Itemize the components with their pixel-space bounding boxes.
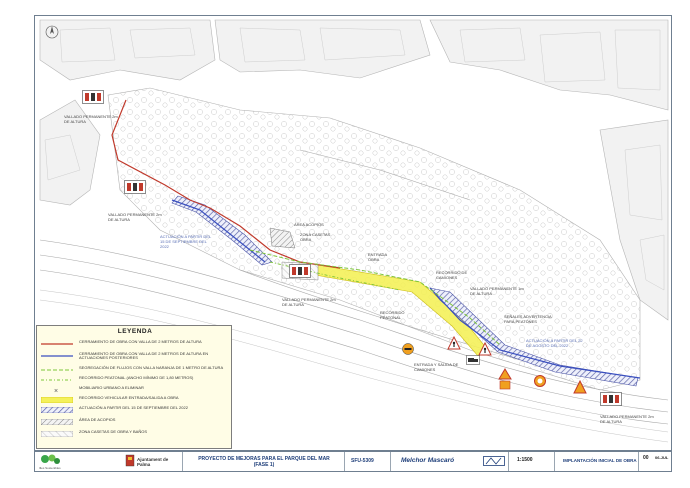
svg-text:×: × [54,388,59,393]
label-vallado-4: VALLADO PERMANENTE 2m DE ALTURA [600,414,654,424]
org-1-label: Illes Sostenibles [39,466,61,470]
hatch-grey-symbol-icon [41,419,73,425]
project-title: PROYECTO DE MEJORAS PARA EL PARQUE DEL MAR (FASE 1) [198,456,330,468]
title-block [34,451,672,472]
scale-label: 1:1500 [517,457,533,463]
tb-company [391,452,509,471]
tb-scale [509,452,555,471]
yellow-fill-symbol-icon [41,397,73,403]
label-recorrido-camiones: RECORRIDO DE CAMIONES [436,270,468,280]
project-code: SFU-5309 [351,458,374,464]
legend-title: LEYENDA [117,328,153,335]
tb-project [183,452,345,471]
company-logo-icon [483,456,505,466]
legend-item [41,406,231,414]
green-dash-symbol-icon [41,367,73,373]
tb-plan [555,452,639,471]
label-senales: SEÑALES ADVERTENCIA PARA PEATONES [504,314,552,324]
legend-label: ZONA CASETAS DE OBRA Y BAÑOS [79,429,148,434]
illes-sostenibles-logo-icon [39,453,61,467]
blue-fence-symbol-icon [41,353,73,359]
palma-crest-icon [125,454,135,468]
x-mark-icon [41,387,73,393]
label-entrada-obra: ENTRADA OBRA [368,252,387,262]
legend-item [41,340,231,348]
legend-item [41,396,231,404]
label-recorrido-peatonal: RECORRIDO PEATONAL [380,310,405,320]
green-dashdot-symbol-icon [41,377,73,383]
plan-title: IMPLANTACIÓN INICIAL DE OBRA [563,458,637,463]
tb-logos [35,452,183,471]
legend-label: CERRAMIENTO DE OBRA CON VALLA DE 2 METROS DE ALTURA EN ACTUACIONES POSTERIORES [79,351,209,361]
legend-item [41,376,231,384]
tb-sheet [639,452,673,471]
legend-item [41,430,231,438]
legend-label: ÁREA DE ACOPIOS [79,417,116,422]
tb-code [345,452,391,471]
hatch-light-symbol-icon [41,431,73,437]
label-vallado-2: VALLADO PERMANENTE 2m DE ALTURA [108,212,162,222]
company-name: Melchor Mascaró [401,457,455,464]
sheet-date: 06-JUL [655,455,669,460]
legend-item [41,366,231,374]
legend-label: RECORRIDO PEATONAL (ANCHO MÍNIMO DE 1,80 METROS) [79,375,194,380]
org-2-label: Ajuntament de Palma [137,457,169,467]
legend-label: CERRAMIENTO DE OBRA CON VALLA DE 2 METROS DE ALTURA [79,339,202,344]
legend-item [41,418,231,426]
legend-label: SEGREGACIÓN DE FLUJOS CON VALLA NARANJA DE 1 METRO DE ALTURA [79,365,224,370]
label-actuacion-sep: ACTUACIÓN A PARTIR DEL 15 DE SEPTIEMBRE DEL 2022 [160,234,212,249]
label-area-acopios: ÁREA ACOPIOS [294,222,324,227]
label-actuacion-ago: ACTUACIÓN A PARTIR DEL 22 DE AGOSTO DEL 2022 [526,338,583,348]
label-vallado-5: VALLADO PERMANENTE 1m DE ALTURA [470,286,524,296]
legend-label: RECORRIDO VEHICULAR ENTRADA/SALIDA A OBRA [79,395,179,400]
legend-label: ACTUACIÓN A PARTIR DEL 15 DE SEPTIEMBRE DEL 2022 [79,405,188,410]
label-vallado-3: VALLADO PERMANENTE 2m DE ALTURA [282,297,336,307]
legend-box [36,325,232,449]
legend-item [41,352,231,360]
sheet-number: 00 [643,455,649,461]
label-zona-casetas: ZONA CASETAS OBRA [300,232,331,242]
label-entrada-salida: ENTRADA Y SALIDA DE CAMIONES [414,362,459,372]
red-fence-symbol-icon [41,341,73,347]
legend-label: MOBILIARIO URBANO A ELIMINAR [79,385,144,390]
hatch-blue-symbol-icon [41,407,73,413]
legend-item [41,386,231,394]
label-vallado-1: VALLADO PERMANENTE 2m DE ALTURA [64,114,118,124]
